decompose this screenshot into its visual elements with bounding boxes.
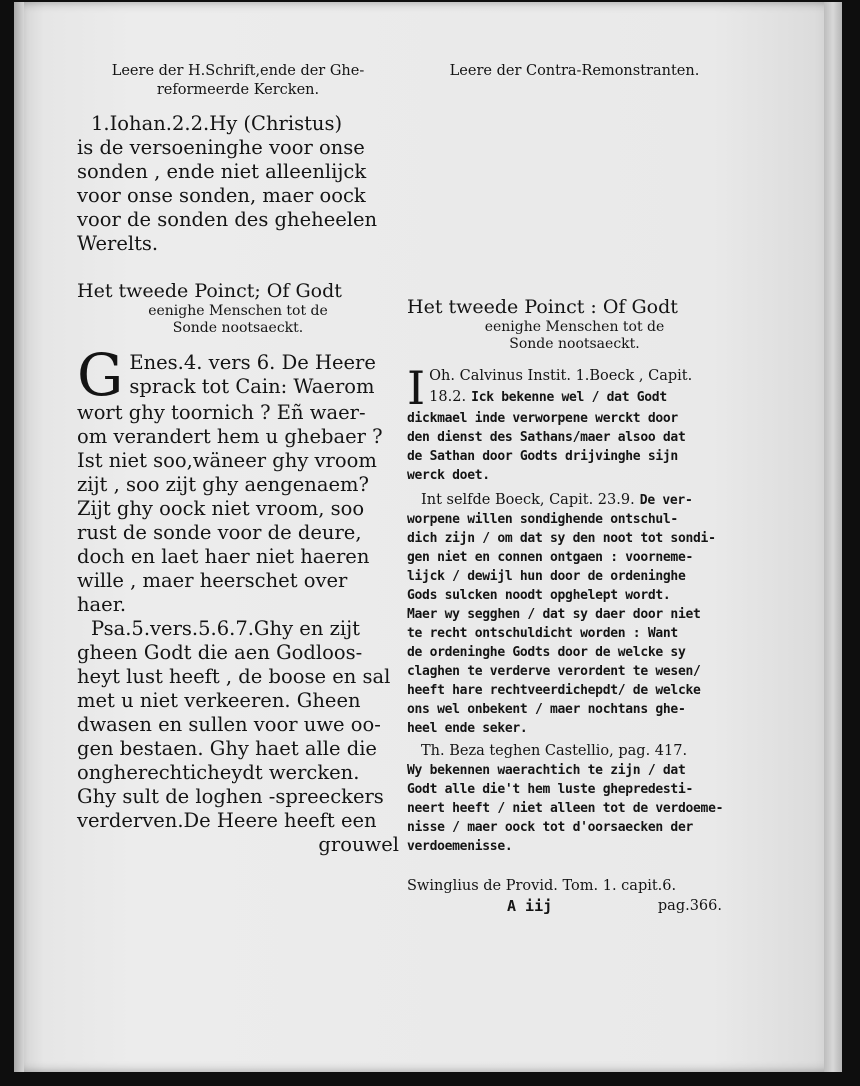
drop-cap-i: I xyxy=(407,361,426,415)
page-gutter xyxy=(14,2,24,1072)
left-running-head: Leere der H.Schrift,ende der Ghe- reformeerde Kercken. xyxy=(111,63,365,98)
left-column xyxy=(77,62,399,857)
right-column xyxy=(407,62,742,916)
blank-area xyxy=(407,95,742,296)
right-section-subtitle: eenighe Menschen tot de Sonde nootsaeckt. xyxy=(484,319,665,352)
citation-swinglius: Swinglius de Provid. Tom. 1. capit.6. A iij pag.366. xyxy=(407,878,722,915)
book-page xyxy=(14,2,842,1072)
citation-calvinus: I Oh. Calvinus Instit. 1.Boeck , Capit. 18.2. Ick bekenne wel / dat Godt dickmael inde verworpene werckt door den dienst des Sathans/maer alsoo dat de Sathan door Godts drijvinghe sijn werck doet. xyxy=(407,361,693,483)
drop-cap: G xyxy=(77,341,124,409)
catchword: grouwel xyxy=(318,833,399,856)
left-section-title: Het tweede Poinct; Of Godt xyxy=(77,280,342,302)
left-body-text: G Enes.4. vers 6. De Heere sprack tot Cain: Waerom wort ghy toornich ? Eñ waer- om verandert hem u ghebaer ? Ist niet soo,wäneer ghy vroom zijt , soo zijt ghy aengenaem? Zijt ghy oock niet vroom, soo rust de sonde voor de deure, doch en laet haer niet haeren wille , maer heerschet over haer. Psa.5.vers.5.6.7.Ghy en zijt gheen Godt die aen Godloos- heyt lust heeft , de boose en sal met u niet verkeeren. Gheen dwasen en sullen voor uwe oo- gen bestaen. Ghy haet alle die ongherechticheydt wercken. Ghy sult de loghen -spreeckers verderven.De Heere heeft een grouwel xyxy=(77,341,399,856)
page-edge xyxy=(824,2,842,1072)
page-reference: pag.366. xyxy=(657,898,722,914)
left-intro-text: 1.Iohan.2.2.Hy (Christus) is de versoeninghe voor onse sonden , ende niet alleenlijck voor onse sonden, maer oock voor de sonden des gheheelen Werelts. xyxy=(77,112,378,255)
right-running-head: Leere der Contra-Remonstranten. xyxy=(449,63,700,79)
signature-mark: A iij xyxy=(507,897,553,915)
right-section-title: Het tweede Poinct : Of Godt xyxy=(407,296,678,318)
citation-same-book: Int selfde Boeck, Capit. 23.9. De ver- worpene willen sondighende ontschul- dich zijn / om dat sy den noot tot sondi- gen niet en connen ontgaen : voorneme- lijck / dewijl hun door de ordeninghe Gods sulcken noodt opghelept wordt. Maer wy segghen / dat sy daer door niet te recht ontschuldicht worden : Want de ordeninghe Godts door de welcke sy claghen te verderve verordent te wesen/ heeft hare rechtveerdichepdt/ de welcke ons wel onbekent / maer nochtans ghe- heel ende seker. xyxy=(407,492,716,736)
citation-beza: Th. Beza teghen Castellio, pag. 417. Wy bekennen waerachtich te zijn / dat Godt alle die't hem luste ghepredesti- neert heeft / niet alleen tot de verdoeme- nisse / maer oock tot d'oorsaecken der verdoemenisse. xyxy=(407,743,724,854)
left-section-subtitle: eenighe Menschen tot de Sonde nootsaeckt. xyxy=(148,303,328,336)
